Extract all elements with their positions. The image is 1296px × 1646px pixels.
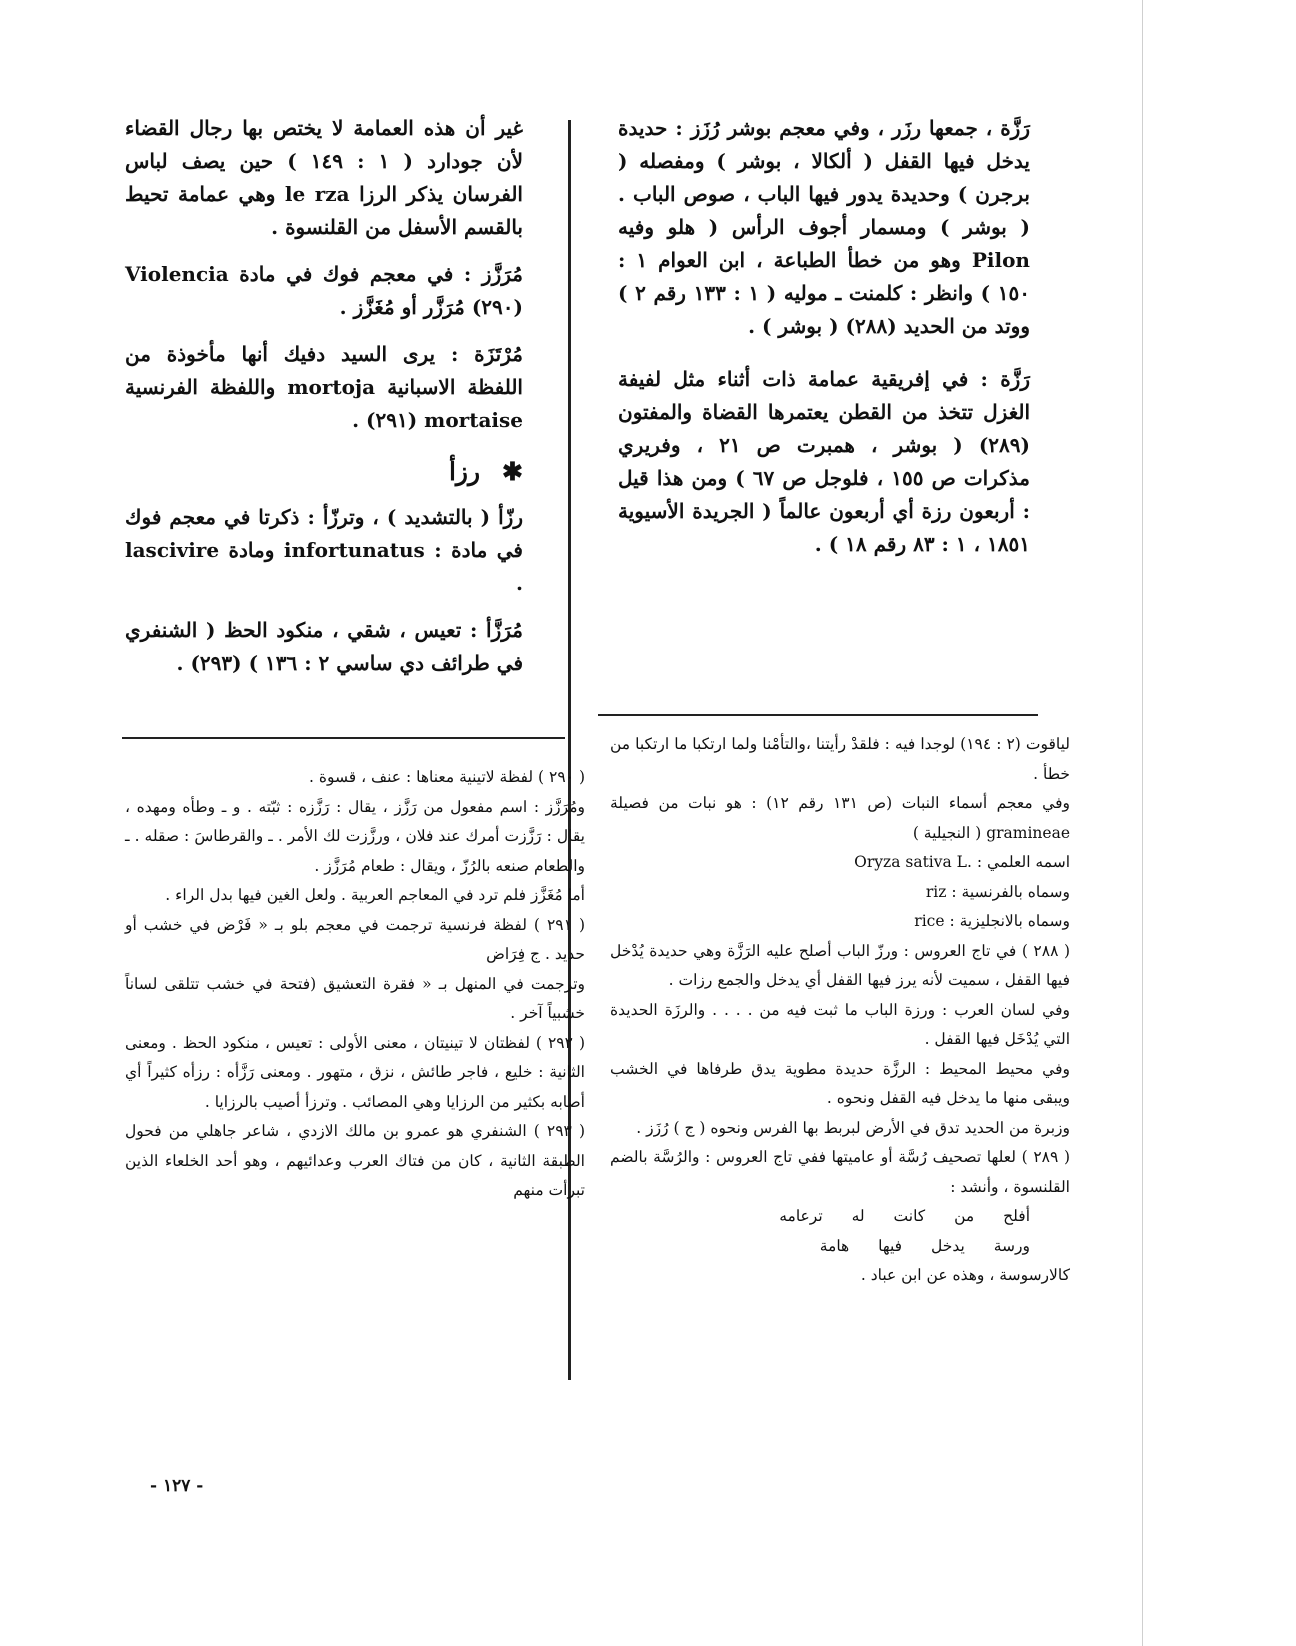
page-number: - ١٢٧ - (150, 1476, 204, 1496)
footnote-line: اسمه العلمي : .Oryza sativa L (854, 853, 1070, 871)
footnote-292: ( ٢٩٢ ) لفظتان لا تينيتان ، معنى الأولى : تعيس ، منكود الحظ . ومعنى الثانية : خليع ، فاجر طائش ، نزق ، متهور . ومعنى رَزَّأه : رزأه كثيراً أي أصابه بكثير من الرزايا وهي المصائب . وترزأ أصيب بالرزايا . (125, 1033, 585, 1111)
poem-after: كالارسوسة ، وهذه عن ابن عباد . (860, 1266, 1070, 1284)
footnote-line: ومُرَزَّز : اسم مفعول من رَزَّز ، يقال : رَزَّزه : ثبّته . و ـ وطأه ومهده ، يقال : رَزَّزت أمرك عند فلان ، ورزَّزت لك الأمر . ـ والقرطاسَ : صقله . ـ والطعام صنعه بالرُزّ ، ويقال : طعام مُرَزَّز . (125, 797, 585, 875)
footnote-line: وزبرة من الحديد تدق في الأرض لبربط بها الفرس ونحوه ( ج ) رُزَز . (636, 1118, 1070, 1137)
footnote-290: ( ٢٩٠ ) لفظة لاتينية معناها : عنف ، قسوة . (308, 768, 585, 786)
right-paragraph: رَزَّة ، جمعها رزَر ، وفي معجم بوشر رُزَز : حديدة يدخل فيها القفل ( ألكالا ، بوشر ) ومفصله ( برجرن ) وحديدة يدور فيها الباب ، صوص الباب . ( بوشر ) ومسمار أجوف الرأس ( هلو وفيه Pilon وهو من خطأ الطباعة ، ابن العوام ١ : ١٥٠ ) وانظر : كلمنت ـ موليه ( ١ : ١٣٣ رقم ٢ ) ووتد من الحديد (٢٨٨) ( بوشر ) . (618, 116, 1030, 338)
footnote-288: ( ٢٨٨ ) في تاج العروس : ورزّ الباب أصلح عليه الرَزَّة وهي حديدة يُدْخل فيها القفل ، سميت لأنه يرز فيها القفل أي يدخل والجمع رزات . (610, 941, 1070, 989)
right-column (618, 112, 1030, 561)
entry-marker: ✱ (502, 457, 523, 486)
footnote-289: ( ٢٨٩ ) لعلها تصحيف رُسَّة أو عاميتها ففي تاج العروس : والرُسَّة بالضم القلنسوة ، وأنشد : (610, 1148, 1070, 1196)
left-paragraph: غير أن هذه العمامة لا يختص بها رجال القضاء لأن جودارد ( ١ : ١٤٩ ) حين يصف لباس الفرسان يذكر الرزا le rza وهي عمامة تحيط بالقسم الأسفل من القلنسوة . (125, 116, 524, 239)
right-paragraph: رَزَّة : في إفريقية عمامة ذات أثناء مثل لفيفة الغزل تتخذ من القطن يعتمرها القضاة والمفتون (٢٨٩) ( بوشر ، همبرت ص ٢١ ، وفريري مذكرات ص ١٥٥ ، فلوجل ص ٦٧ ) ومن هذا قيل : أربعون رزة أي أربعون عالماً ( الجريدة الأسيوية ١٨٥١ ، ١ : ٨٣ رقم ١٨ ) . (618, 367, 1030, 556)
footnote-line: وفي محيط المحيط : الرزَّة حديدة مطوية يدق طرفاها في الخشب ويبقى منها ما يدخل فيه القفل ونحوه . (610, 1059, 1070, 1107)
footnote-separator-left (122, 737, 565, 739)
entry-paragraph: مُرَزَّأ : تعيس ، شقي ، منكود الحظ ( الشنفري في طرائف دي ساسي ٢ : ١٣٦ ) (٢٩٣) . (125, 618, 523, 675)
footnotes-right (610, 730, 1070, 1291)
left-paragraph: مُرَزَّز : في معجم فوك في مادة Violencia (٢٩٠) مُرَزَّر أو مُغَزَّز . (125, 262, 523, 319)
footnote-line: وسماه بالفرنسية : riz (925, 882, 1070, 901)
poem-line-1: أفلح من كانت له ترعامه (779, 1207, 1030, 1225)
page-edge-line (1142, 0, 1143, 1646)
footnote-line: أما مُغَزَّز فلم ترد في المعاجم العربية . ولعل الغين فيها بدل الراء . (165, 886, 585, 904)
footnote-291: ( ٢٩١ ) لفظة فرنسية ترجمت في معجم بلو بـ « فَرْض في خشب أو حديد . ج فِرَاض (125, 915, 585, 963)
footnote-line: وسماه بالانجليزية : rice (914, 912, 1070, 930)
footnotes-left (125, 763, 585, 1206)
footnote-separator-right (598, 714, 1038, 716)
left-column (125, 112, 523, 680)
entry-paragraph: رزّأ ( بالتشديد ) ، وترزّأ : ذكرتا في معجم فوك في مادة : infortunatus ومادة lascivire . (125, 505, 523, 595)
left-paragraph: مُرْتَزَة : يرى السيد دفيك أنها مأخوذة من اللفظة الاسبانية mortoja واللفظة الفرنسية mortaise (٢٩١) . (125, 342, 523, 432)
footnote-line: وترجمت في المنهل بـ « فقرة التعشيق (فتحة في خشب تتلقى لساناً خشبياً آخر . (125, 974, 585, 1022)
poem-line-2: ورسة يدخل فيها هامة (819, 1236, 1030, 1255)
footnote-line: وفي معجم أسماء النبات (ص ١٣١ رقم ١٢) : هو نبات من فصيلة gramineae ( النجيلية ) (610, 794, 1070, 842)
footnote-293: ( ٢٩٣ ) الشنفري هو عمرو بن مالك الازدي ، شاعر جاهلي من فحول الطبقة الثانية ، كان من فتاك العرب وعدائيهم ، وهو أحد الخلعاء الذين تبرأت منهم (125, 1122, 585, 1199)
entry-heading (125, 455, 523, 489)
entry-heading-text: رزأ (448, 457, 481, 486)
footnote-line: لياقوت (٢ : ١٩٤) لوجدا فيه : فلقدْ رأيتنا ،والتأمْنا ولما ارتكبا ما ارتكبا من خطأ . (610, 735, 1071, 783)
footnote-line: وفي لسان العرب : ورزة الباب ما ثبت فيه من . . . . والرزَة الحديدة التي يُدْخَل فيها القفل . (610, 1000, 1070, 1048)
